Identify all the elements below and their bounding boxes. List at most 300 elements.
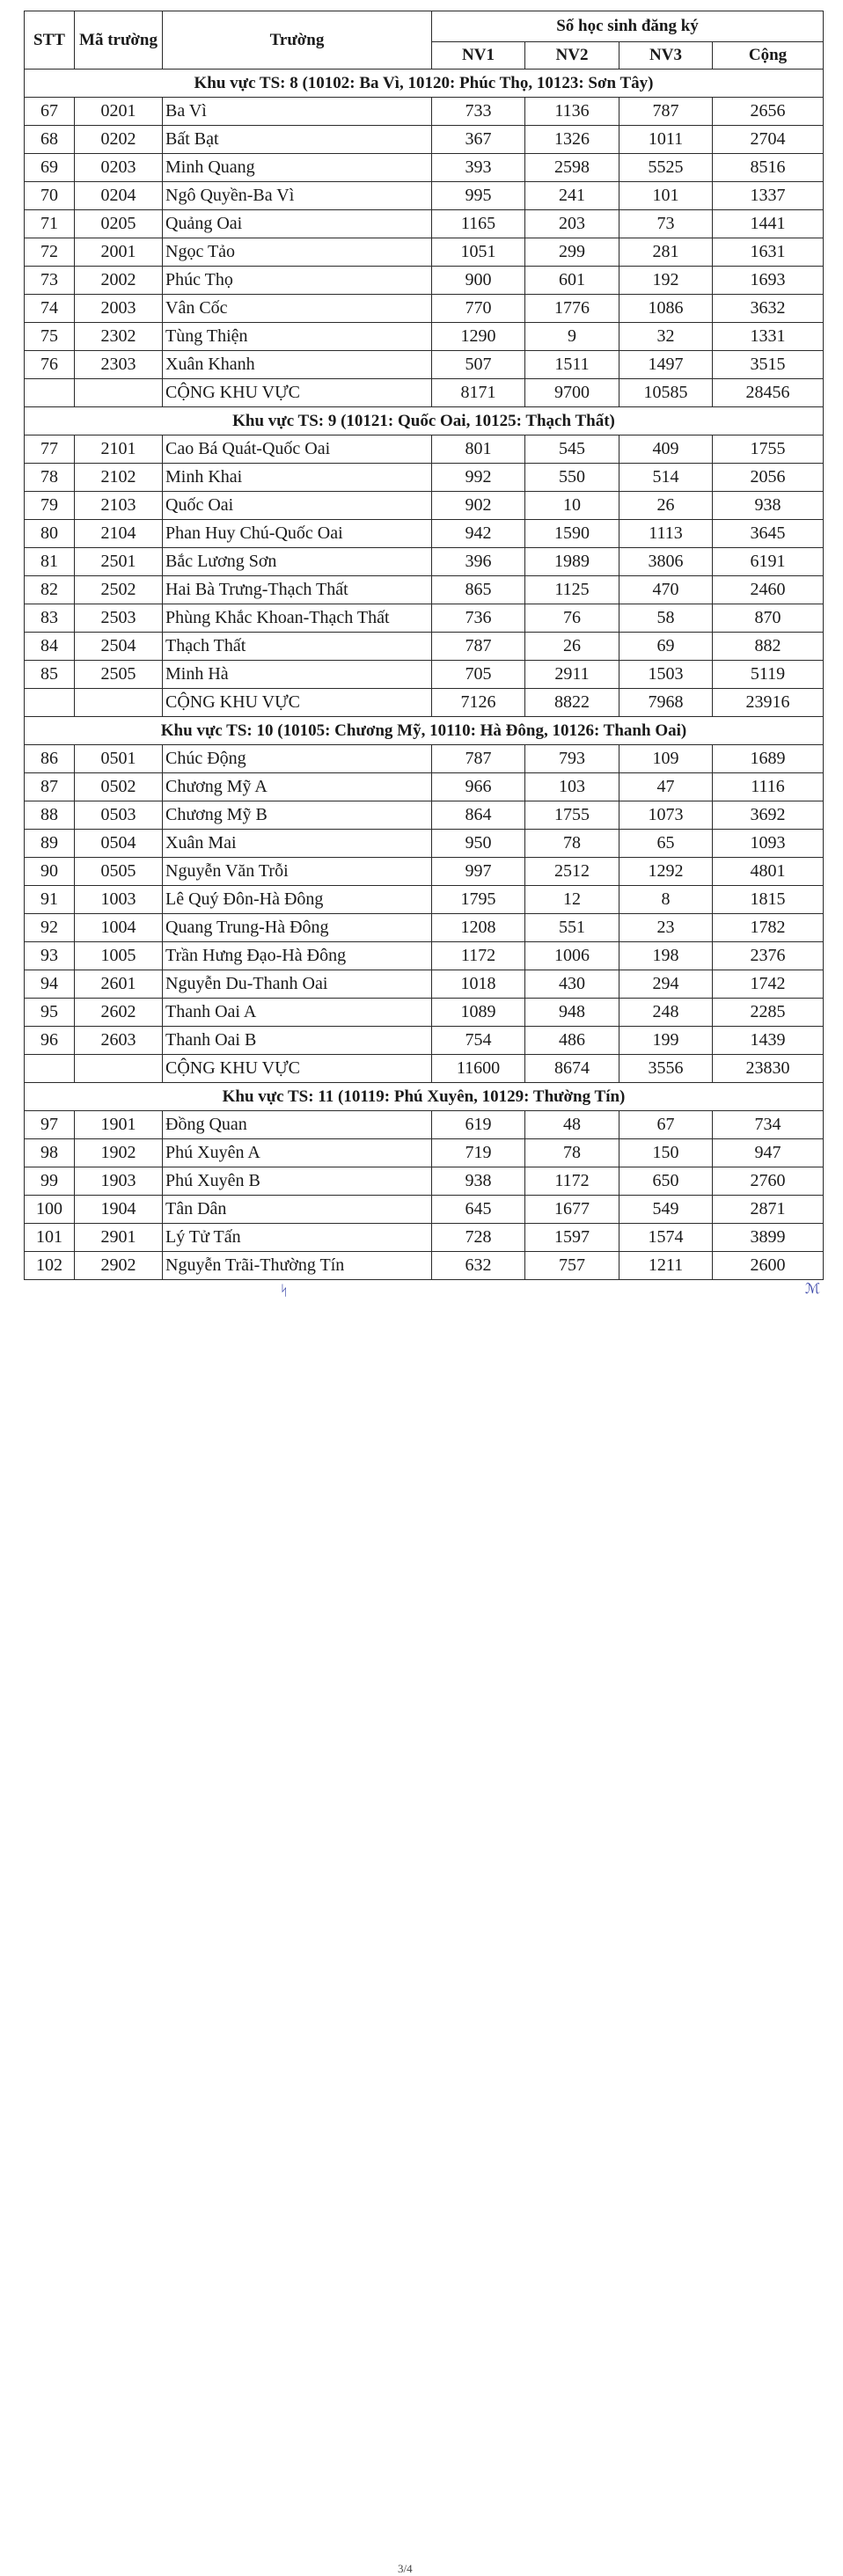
truong-cell: Quốc Oai [163,492,432,520]
stt-cell: 100 [25,1196,75,1224]
stt-cell: 70 [25,182,75,210]
cong-cell: 882 [713,633,824,661]
nv1-cell: 864 [432,801,525,830]
ma-truong-cell: 1902 [75,1139,163,1167]
table-row [25,801,824,830]
stt-cell: 101 [25,1224,75,1252]
nv2-cell: 486 [525,1027,619,1055]
stt-cell: 102 [25,1252,75,1280]
nv2-cell: 1590 [525,520,619,548]
stt-cell [25,379,75,407]
cong-cell: 3515 [713,351,824,379]
table-row [25,520,824,548]
nv2-cell: 241 [525,182,619,210]
cong-cell: 870 [713,604,824,633]
nv2-cell: 545 [525,435,619,464]
cong-cell: 1693 [713,267,824,295]
nv1-cell: 1208 [432,914,525,942]
stt-cell: 88 [25,801,75,830]
ma-truong-cell: 0203 [75,154,163,182]
truong-cell: Phan Huy Chú-Quốc Oai [163,520,432,548]
truong-cell: Thạch Thất [163,633,432,661]
nv2-cell: 8674 [525,1055,619,1083]
ma-truong-cell [75,1055,163,1083]
ma-truong-cell: 0202 [75,126,163,154]
nv1-cell: 507 [432,351,525,379]
ma-truong-cell: 2503 [75,604,163,633]
header-ma-truong: Mã trường [75,11,163,70]
truong-cell: Minh Khai [163,464,432,492]
truong-cell: Minh Quang [163,154,432,182]
nv2-cell: 1172 [525,1167,619,1196]
nv3-cell: 47 [619,773,713,801]
nv3-cell: 192 [619,267,713,295]
stt-cell: 89 [25,830,75,858]
total-row [25,689,824,717]
cong-cell: 1439 [713,1027,824,1055]
stt-cell: 95 [25,999,75,1027]
nv3-cell: 1574 [619,1224,713,1252]
truong-cell: Thanh Oai A [163,999,432,1027]
header-group: Số học sinh đăng ký [432,11,824,42]
ma-truong-cell: 0204 [75,182,163,210]
table-row [25,886,824,914]
ma-truong-cell: 2902 [75,1252,163,1280]
nv3-cell: 198 [619,942,713,970]
cong-cell: 1441 [713,210,824,238]
table-row [25,154,824,182]
stt-cell: 90 [25,858,75,886]
truong-cell: Xuân Mai [163,830,432,858]
ma-truong-cell: 1003 [75,886,163,914]
cong-cell: 1689 [713,745,824,773]
nv2-cell: 1776 [525,295,619,323]
header-truong: Trường [163,11,432,70]
nv1-cell: 787 [432,633,525,661]
nv2-cell: 26 [525,633,619,661]
nv2-cell: 1677 [525,1196,619,1224]
nv2-cell: 601 [525,267,619,295]
ma-truong-cell: 2302 [75,323,163,351]
nv3-cell: 514 [619,464,713,492]
table-row [25,745,824,773]
table-row [25,1167,824,1196]
nv3-cell: 10585 [619,379,713,407]
table-row [25,633,824,661]
table-row [25,492,824,520]
table-row [25,1139,824,1167]
nv3-cell: 1011 [619,126,713,154]
ma-truong-cell: 1005 [75,942,163,970]
stt-cell: 74 [25,295,75,323]
truong-cell: Trần Hưng Đạo-Hà Đông [163,942,432,970]
cong-cell: 1337 [713,182,824,210]
page-number: 3/4 [398,2562,413,2575]
nv3-cell: 32 [619,323,713,351]
stt-cell: 82 [25,576,75,604]
nv2-cell: 9700 [525,379,619,407]
nv2-cell: 78 [525,830,619,858]
cong-cell: 1782 [713,914,824,942]
nv2-cell: 1326 [525,126,619,154]
nv3-cell: 23 [619,914,713,942]
nv2-cell: 1006 [525,942,619,970]
table-row [25,1196,824,1224]
ma-truong-cell: 0205 [75,210,163,238]
nv3-cell: 1211 [619,1252,713,1280]
nv1-cell: 11600 [432,1055,525,1083]
nv2-cell: 1989 [525,548,619,576]
ma-truong-cell: 2502 [75,576,163,604]
cong-cell: 947 [713,1139,824,1167]
ma-truong-cell: 2002 [75,267,163,295]
registration-table [24,11,824,1280]
cong-cell: 1815 [713,886,824,914]
truong-cell: Phúc Thọ [163,267,432,295]
region-header-row [25,407,824,435]
nv3-cell: 1497 [619,351,713,379]
stt-cell [25,689,75,717]
table-row [25,661,824,689]
nv1-cell: 1165 [432,210,525,238]
nv1-cell: 719 [432,1139,525,1167]
cong-cell: 2376 [713,942,824,970]
stt-cell: 78 [25,464,75,492]
nv2-cell: 1597 [525,1224,619,1252]
table-row [25,773,824,801]
table-row [25,1111,824,1139]
nv2-cell: 12 [525,886,619,914]
nv1-cell: 393 [432,154,525,182]
table-row [25,182,824,210]
table-row [25,295,824,323]
nv3-cell: 67 [619,1111,713,1139]
stt-cell: 76 [25,351,75,379]
table-row [25,126,824,154]
nv3-cell: 409 [619,435,713,464]
ma-truong-cell: 0501 [75,745,163,773]
truong-cell: CỘNG KHU VỰC [163,1055,432,1083]
ma-truong-cell: 2501 [75,548,163,576]
ma-truong-cell [75,689,163,717]
stt-cell: 97 [25,1111,75,1139]
truong-cell: Hai Bà Trưng-Thạch Thất [163,576,432,604]
cong-cell: 4801 [713,858,824,886]
nv3-cell: 26 [619,492,713,520]
cong-cell: 23830 [713,1055,824,1083]
nv1-cell: 733 [432,98,525,126]
stt-cell: 73 [25,267,75,295]
nv3-cell: 5525 [619,154,713,182]
nv1-cell: 1051 [432,238,525,267]
truong-cell: Lê Quý Đôn-Hà Đông [163,886,432,914]
header-nv2: NV2 [525,42,619,70]
nv1-cell: 736 [432,604,525,633]
nv1-cell: 619 [432,1111,525,1139]
total-row [25,379,824,407]
cong-cell: 734 [713,1111,824,1139]
nv3-cell: 1073 [619,801,713,830]
nv2-cell: 1511 [525,351,619,379]
nv2-cell: 2512 [525,858,619,886]
stt-cell: 87 [25,773,75,801]
truong-cell: Phú Xuyên B [163,1167,432,1196]
truong-cell: Cao Bá Quát-Quốc Oai [163,435,432,464]
ma-truong-cell: 2104 [75,520,163,548]
nv1-cell: 865 [432,576,525,604]
nv3-cell: 150 [619,1139,713,1167]
nv3-cell: 294 [619,970,713,999]
nv2-cell: 1125 [525,576,619,604]
truong-cell: Nguyễn Trãi-Thường Tín [163,1252,432,1280]
ma-truong-cell: 2504 [75,633,163,661]
table-row [25,435,824,464]
stt-cell: 98 [25,1139,75,1167]
stt-cell: 92 [25,914,75,942]
truong-cell: Vân Cốc [163,295,432,323]
nv1-cell: 787 [432,745,525,773]
region-title: Khu vực TS: 11 (10119: Phú Xuyên, 10129: Thường Tín) [25,1083,824,1111]
truong-cell: Phú Xuyên A [163,1139,432,1167]
nv2-cell: 550 [525,464,619,492]
nv1-cell: 950 [432,830,525,858]
cong-cell: 1755 [713,435,824,464]
cong-cell: 2871 [713,1196,824,1224]
nv1-cell: 645 [432,1196,525,1224]
header-nv1: NV1 [432,42,525,70]
table-row [25,942,824,970]
nv2-cell: 103 [525,773,619,801]
ma-truong-cell: 2103 [75,492,163,520]
stt-cell: 75 [25,323,75,351]
truong-cell: Lý Tử Tấn [163,1224,432,1252]
ma-truong-cell: 0502 [75,773,163,801]
nv2-cell: 2598 [525,154,619,182]
ma-truong-cell: 2102 [75,464,163,492]
truong-cell: Ngọc Tảo [163,238,432,267]
table-row [25,1252,824,1280]
ma-truong-cell: 1903 [75,1167,163,1196]
truong-cell: Tân Dân [163,1196,432,1224]
ma-truong-cell: 2603 [75,1027,163,1055]
cong-cell: 2056 [713,464,824,492]
ma-truong-cell: 0505 [75,858,163,886]
nv2-cell: 203 [525,210,619,238]
table-row [25,98,824,126]
nv3-cell: 7968 [619,689,713,717]
cong-cell: 1331 [713,323,824,351]
ma-truong-cell: 1901 [75,1111,163,1139]
nv1-cell: 900 [432,267,525,295]
ma-truong-cell: 2602 [75,999,163,1027]
nv3-cell: 3806 [619,548,713,576]
stt-cell: 80 [25,520,75,548]
nv3-cell: 1292 [619,858,713,886]
table-row [25,914,824,942]
ma-truong-cell: 0504 [75,830,163,858]
nv2-cell: 2911 [525,661,619,689]
nv3-cell: 199 [619,1027,713,1055]
nv1-cell: 396 [432,548,525,576]
cong-cell: 2760 [713,1167,824,1196]
ma-truong-cell: 2101 [75,435,163,464]
nv3-cell: 248 [619,999,713,1027]
ma-truong-cell: 2001 [75,238,163,267]
cong-cell: 6191 [713,548,824,576]
nv1-cell: 801 [432,435,525,464]
nv3-cell: 549 [619,1196,713,1224]
nv2-cell: 10 [525,492,619,520]
truong-cell: Nguyễn Du-Thanh Oai [163,970,432,999]
nv1-cell: 770 [432,295,525,323]
nv2-cell: 299 [525,238,619,267]
nv1-cell: 1290 [432,323,525,351]
table-row [25,323,824,351]
nv3-cell: 69 [619,633,713,661]
header-nv3: NV3 [619,42,713,70]
ma-truong-cell: 2003 [75,295,163,323]
stt-cell: 77 [25,435,75,464]
cong-cell: 1116 [713,773,824,801]
cong-cell: 3632 [713,295,824,323]
ma-truong-cell: 2901 [75,1224,163,1252]
stt-cell: 96 [25,1027,75,1055]
nv3-cell: 73 [619,210,713,238]
ma-truong-cell [75,379,163,407]
nv3-cell: 650 [619,1167,713,1196]
table-row [25,830,824,858]
initials-signature-icon: ℳ [805,1280,821,1297]
nv2-cell: 76 [525,604,619,633]
nv1-cell: 1795 [432,886,525,914]
cong-cell: 8516 [713,154,824,182]
nv1-cell: 1172 [432,942,525,970]
nv1-cell: 728 [432,1224,525,1252]
table-row [25,210,824,238]
nv1-cell: 942 [432,520,525,548]
cong-cell: 5119 [713,661,824,689]
truong-cell: Chương Mỹ A [163,773,432,801]
table-row [25,548,824,576]
cong-cell: 2460 [713,576,824,604]
truong-cell: Tùng Thiện [163,323,432,351]
table-row [25,1027,824,1055]
nv3-cell: 58 [619,604,713,633]
nv2-cell: 1755 [525,801,619,830]
truong-cell: Phùng Khắc Khoan-Thạch Thất [163,604,432,633]
nv1-cell: 997 [432,858,525,886]
nv2-cell: 1136 [525,98,619,126]
truong-cell: Bất Bạt [163,126,432,154]
table-row [25,351,824,379]
stt-cell: 71 [25,210,75,238]
nv3-cell: 787 [619,98,713,126]
nv3-cell: 8 [619,886,713,914]
nv3-cell: 1086 [619,295,713,323]
nv1-cell: 938 [432,1167,525,1196]
cong-cell: 2600 [713,1252,824,1280]
stt-cell: 84 [25,633,75,661]
stt-cell: 85 [25,661,75,689]
stt-cell: 99 [25,1167,75,1196]
region-title: Khu vực TS: 9 (10121: Quốc Oai, 10125: Thạch Thất) [25,407,824,435]
table-row [25,464,824,492]
table-row [25,238,824,267]
handwritten-mark-icon: ᛋ [280,1282,289,1299]
truong-cell: Minh Hà [163,661,432,689]
nv3-cell: 1503 [619,661,713,689]
stt-cell: 81 [25,548,75,576]
table-row [25,970,824,999]
nv2-cell: 430 [525,970,619,999]
table-row [25,858,824,886]
stt-cell: 67 [25,98,75,126]
nv2-cell: 78 [525,1139,619,1167]
stt-cell: 72 [25,238,75,267]
stt-cell: 91 [25,886,75,914]
truong-cell: Chúc Động [163,745,432,773]
nv1-cell: 7126 [432,689,525,717]
nv1-cell: 1018 [432,970,525,999]
cong-cell: 23916 [713,689,824,717]
truong-cell: CỘNG KHU VỰC [163,379,432,407]
ma-truong-cell: 2303 [75,351,163,379]
header-cong: Cộng [713,42,824,70]
truong-cell: Chương Mỹ B [163,801,432,830]
ma-truong-cell: 0503 [75,801,163,830]
nv2-cell: 551 [525,914,619,942]
cong-cell: 3899 [713,1224,824,1252]
cong-cell: 1742 [713,970,824,999]
nv1-cell: 754 [432,1027,525,1055]
stt-cell: 83 [25,604,75,633]
nv2-cell: 9 [525,323,619,351]
nv2-cell: 48 [525,1111,619,1139]
truong-cell: Đồng Quan [163,1111,432,1139]
nv3-cell: 101 [619,182,713,210]
nv3-cell: 281 [619,238,713,267]
region-header-row [25,717,824,745]
ma-truong-cell: 1904 [75,1196,163,1224]
cong-cell: 3645 [713,520,824,548]
table-body [25,70,824,1280]
document-page [24,11,823,1280]
table-row [25,576,824,604]
table-row [25,604,824,633]
truong-cell: Ba Vì [163,98,432,126]
nv1-cell: 8171 [432,379,525,407]
cong-cell: 1093 [713,830,824,858]
header-stt: STT [25,11,75,70]
nv2-cell: 8822 [525,689,619,717]
cong-cell: 2704 [713,126,824,154]
nv3-cell: 109 [619,745,713,773]
cong-cell: 2656 [713,98,824,126]
cong-cell: 3692 [713,801,824,830]
nv2-cell: 757 [525,1252,619,1280]
nv2-cell: 793 [525,745,619,773]
cong-cell: 2285 [713,999,824,1027]
region-header-row [25,70,824,98]
nv1-cell: 966 [432,773,525,801]
region-header-row [25,1083,824,1111]
truong-cell: CỘNG KHU VỰC [163,689,432,717]
ma-truong-cell: 1004 [75,914,163,942]
region-title: Khu vực TS: 8 (10102: Ba Vì, 10120: Phúc Thọ, 10123: Sơn Tây) [25,70,824,98]
ma-truong-cell: 2505 [75,661,163,689]
nv3-cell: 65 [619,830,713,858]
cong-cell: 1631 [713,238,824,267]
